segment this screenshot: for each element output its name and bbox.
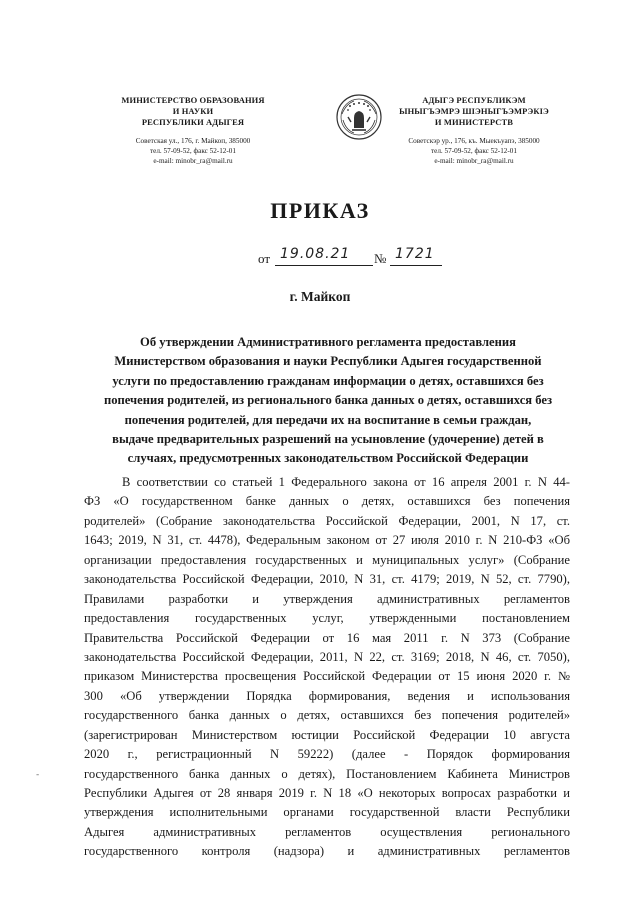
- body-line: Республики Адыгея от 28 января 2019 г. N 18 «О некоторых вопросах разработки и: [84, 786, 570, 800]
- body-line: государственного контроля (надзора) и административных регламентов: [84, 844, 570, 859]
- body-line: Правительства Российской Федерации от 16 мая 2011 г. N 373 (Собрание: [84, 630, 570, 645]
- body-line: ФЗ «О государственном банке данных о детях, оставшихся без попечения: [84, 494, 570, 509]
- header-left-org-line: И НАУКИ: [172, 106, 214, 116]
- subject-line: случаях, предусмотренных законодательством Российской Федерации: [127, 451, 529, 466]
- subject-line: выдаче предварительных разрешений на усыновление (удочерение) детей в: [112, 432, 544, 447]
- header-left: [108, 95, 278, 166]
- body-line: Правилами разработки и утверждения административных регламентов: [84, 591, 570, 606]
- city: г. Майкоп: [289, 289, 351, 304]
- header-right: [386, 95, 562, 166]
- margin-mark: -: [36, 770, 40, 780]
- header-left-address-line: e-mail: minobr_ra@mail.ru: [153, 157, 233, 165]
- header-right-address-line: Советскэр ур., 176, къ. Мыекъуапэ, 385000: [408, 137, 540, 145]
- header-left-address: [108, 136, 278, 166]
- body-line: предоставления государственных услуг, утвержденными постановлением: [84, 611, 570, 626]
- header-left-org-line: РЕСПУБЛИКИ АДЫГЕЯ: [141, 117, 245, 127]
- number-underline: [390, 265, 442, 266]
- subject-line: Министерством образования и науки Республики Адыгея государственной: [114, 354, 542, 369]
- subject-line: попечения родителей, из регионального банка данных о детях, оставшихся без: [103, 393, 553, 408]
- body-line: приказом Министерства просвещения Российской Федерации от 15 июня 2020 г. №: [84, 669, 570, 684]
- body-line: родителей» (Собрание законодательства Российской Федерации, 2001, N 17, ст.: [84, 513, 570, 528]
- body-line: 300 «Об утверждении Порядка формирования, ведения и использования: [84, 688, 570, 703]
- header-right-org-line: АДЫГЭ РЕСПУБЛИКЭМ: [422, 95, 526, 105]
- date-value: 19.08.21: [280, 246, 351, 262]
- body-line: законодательства Российской Федерации, 2010, N 31, ст. 4179; 2019, N 52, ст. 7790),: [84, 572, 570, 587]
- number-label: №: [374, 251, 387, 266]
- document-title: ПРИКАЗ: [270, 198, 370, 223]
- header-right-org: [386, 95, 562, 128]
- body-line: Адыгея административных регламентов осуществления регионального: [84, 824, 570, 839]
- order-date-number: [258, 247, 458, 269]
- date-underline: [275, 265, 373, 266]
- body-line: государственного банка данных о детях), Постановлением Кабинета Министров: [84, 766, 570, 781]
- header-right-address-line: тел. 57-09-52, факс 52-12-01: [431, 147, 517, 155]
- header-left-org: [108, 95, 278, 128]
- coat-of-arms-icon: [334, 92, 384, 142]
- date-label: от: [258, 251, 271, 266]
- subject-line: попечения родителей, для передачи их на воспитание в семьи граждан,: [124, 412, 532, 427]
- body-line: (зарегистрирован Министерством юстиции Российской Федерации 10 августа: [84, 727, 570, 742]
- subject-line: услуги по предоставлению гражданам информации о детях, оставшихся без: [112, 373, 544, 388]
- body-line: 2020 г., регистрационный N 59222) (далее - Порядок формирования: [84, 747, 570, 762]
- body-paragraph: [84, 473, 570, 862]
- body-line: утверждения исполнительными органами государственной власти Республики: [84, 805, 570, 820]
- order-subject: [84, 333, 572, 469]
- body-line: законодательства Российской Федерации, 2011, N 22, ст. 3169; 2018, N 46, ст. 7050),: [84, 649, 570, 664]
- body-line: государственного банка данных о детях, оставшихся без попечения родителей»: [84, 708, 570, 723]
- body-line: организации предоставления государственных и муниципальных услуг» (Собрание: [84, 552, 570, 567]
- header-left-address-line: Советская ул., 176, г. Майкоп, 385000: [135, 137, 251, 145]
- subject-line: Об утверждении Административного регламента предоставления: [140, 335, 516, 349]
- header-right-address-line: e-mail: minobr_ra@mail.ru: [434, 157, 514, 165]
- header-left-org-line: МИНИСТЕРСТВО ОБРАЗОВАНИЯ: [121, 95, 265, 105]
- header-right-org-line: ЫНЫГЪЭМРЭ ШIЭНЫГЪЭМРЭКIЭ: [399, 106, 549, 116]
- header-right-address: [386, 136, 562, 166]
- number-value: 1721: [395, 246, 435, 262]
- body-line: 1643; 2019, N 31, ст. 4478), Федеральным законом от 27 июля 2010 г. N 210-ФЗ «Об: [84, 533, 570, 548]
- body-line: В соответствии со статьей 1 Федерального закона от 16 апреля 2001 г. N 44-: [122, 475, 570, 489]
- header-left-address-line: тел. 57-09-52, факс 52-12-01: [150, 147, 236, 155]
- header-right-org-line: И МИНИСТЕРСТВ: [434, 117, 514, 127]
